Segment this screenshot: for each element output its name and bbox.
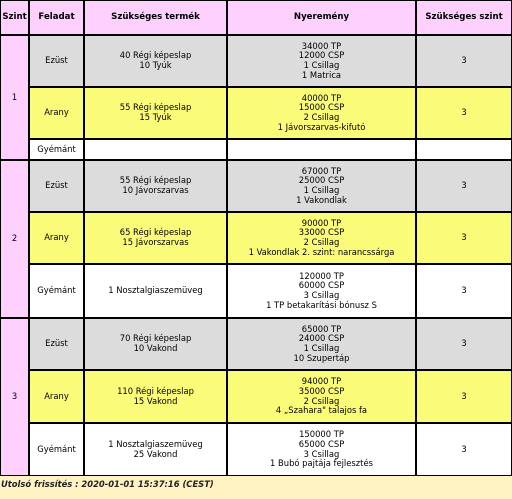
reward-cell-line: 60000 CSP <box>298 280 345 291</box>
task-cell: Arany <box>29 370 84 423</box>
header-feladat: Feladat <box>29 0 84 35</box>
required-product-cell-line: 10 Vakond <box>133 343 178 353</box>
reward-cell-line: 1 Csillag <box>303 60 340 70</box>
required-product-cell <box>84 212 227 264</box>
task-cell: Gyémánt <box>29 264 84 318</box>
table-row <box>0 370 512 423</box>
reward-cell <box>227 423 416 476</box>
required-product-cell <box>84 160 227 212</box>
task-cell: Gyémánt <box>29 139 84 160</box>
reward-cell-line: 65000 TP <box>301 323 342 334</box>
task-cell: Arany <box>29 87 84 139</box>
reward-cell-line: 1 TP betakarítási bónusz S <box>266 299 377 310</box>
required-level-cell <box>416 139 512 160</box>
reward-cell-line: 10 Szupertáp <box>293 352 350 363</box>
required-product-cell <box>84 370 227 423</box>
reward-cell-line: 1 Vakondlak 2. szint: narancssárga <box>248 246 395 257</box>
task-cell: Ezüst <box>29 160 84 212</box>
table-row <box>0 160 512 212</box>
reward-cell-line: 15000 CSP <box>298 102 345 113</box>
reward-cell-line: 12000 CSP <box>298 50 345 61</box>
required-level-cell: 3 <box>416 35 512 87</box>
table-row <box>0 264 512 318</box>
reward-cell-line: 35000 CSP <box>298 385 345 396</box>
reward-cell-line: 1 Matrica <box>301 69 342 80</box>
last-updated: Utolsó frissítés : 2020-01-01 15:37:16 (CEST) <box>1 479 214 489</box>
table-row <box>0 139 512 160</box>
reward-cell-line: 1 Csillag <box>303 185 340 195</box>
required-product-cell <box>84 264 227 318</box>
required-product-cell-line: 40 Régi képeslap <box>119 50 192 61</box>
task-cell: Ezüst <box>29 35 84 87</box>
task-cell: Arany <box>29 212 84 264</box>
reward-cell-line: 1 Csillag <box>303 343 340 353</box>
required-product-cell-line: 55 Régi képeslap <box>119 102 192 113</box>
reward-cell-line: 150000 TP <box>299 429 344 440</box>
required-product-cell-line: 1 Nosztalgiaszemüveg <box>108 438 203 449</box>
required-level-cell: 3 <box>416 212 512 264</box>
reward-cell <box>227 160 416 212</box>
task-cell: Gyémánt <box>29 423 84 476</box>
header-nyeremeny: Nyeremény <box>227 0 416 35</box>
level-cell: 3 <box>0 318 29 476</box>
reward-cell <box>227 212 416 264</box>
required-product-cell <box>84 318 227 370</box>
reward-cell <box>227 87 416 139</box>
table-row <box>0 35 512 87</box>
reward-cell-line: 40000 TP <box>301 92 342 103</box>
task-cell: Ezüst <box>29 318 84 370</box>
table-row <box>0 318 512 370</box>
required-product-cell-line: 1 Nosztalgiaszemüveg <box>108 285 203 296</box>
reward-cell-line: 34000 TP <box>301 40 342 51</box>
table-body <box>0 35 512 476</box>
table-row <box>0 212 512 264</box>
required-product-cell-line: 25 Vakond <box>133 448 178 459</box>
reward-cell-line: 94000 TP <box>301 376 342 387</box>
reward-cell-line: 67000 TP <box>301 165 342 176</box>
reward-cell <box>227 370 416 423</box>
reward-cell <box>227 35 416 87</box>
reward-cell-line: 25000 CSP <box>298 175 345 186</box>
header-termek: Szükséges termék <box>84 0 227 35</box>
required-level-cell: 3 <box>416 318 512 370</box>
required-product-cell-line: 70 Régi képeslap <box>119 333 192 344</box>
reward-cell <box>227 139 416 160</box>
required-level-cell: 3 <box>416 423 512 476</box>
required-product-cell <box>84 35 227 87</box>
required-product-cell-line: 15 Jávorszarvas <box>122 237 189 247</box>
required-level-cell: 3 <box>416 87 512 139</box>
reward-cell-line: 33000 CSP <box>298 227 345 238</box>
reward-cell-line: 120000 TP <box>299 270 344 281</box>
required-product-cell-line: 10 Tyúk <box>139 60 172 70</box>
required-level-cell: 3 <box>416 264 512 318</box>
required-product-cell-line: 65 Régi képeslap <box>119 227 192 238</box>
reward-cell-line: 24000 CSP <box>298 333 345 344</box>
required-level-cell: 3 <box>416 160 512 212</box>
required-level-cell: 3 <box>416 370 512 423</box>
reward-cell-line: 2 Csillag <box>303 112 340 122</box>
required-product-cell <box>84 87 227 139</box>
reward-cell-line: 1 Vakondlak <box>296 194 347 205</box>
reward-cell-line: 2 Csillag <box>303 237 340 247</box>
table-row <box>0 87 512 139</box>
reward-cell-line: 1 Jávorszarvas-kifutó <box>277 121 366 132</box>
level-cell: 1 <box>0 35 29 160</box>
reward-cell-line: 2 Csillag <box>303 395 340 406</box>
reward-cell-line: 3 Csillag <box>303 448 340 459</box>
reward-cell-line: 1 Bubó pajtája fejlesztés <box>270 458 373 469</box>
reward-cell-line: 4 „Szahara" talajos fa <box>275 405 368 416</box>
reward-cell <box>227 264 416 318</box>
reward-cell-line: 90000 TP <box>301 217 342 228</box>
reward-cell <box>227 318 416 370</box>
header-szukseges-szint: Szükséges szint <box>416 0 512 35</box>
required-product-cell-line: 15 Vakond <box>133 395 178 406</box>
required-product-cell-line: 10 Jávorszarvas <box>122 185 189 195</box>
reward-cell-line: 3 Csillag <box>303 290 340 300</box>
reward-cell-line: 65000 CSP <box>298 438 345 449</box>
required-product-cell-line: 55 Régi képeslap <box>119 175 192 186</box>
required-product-cell <box>84 139 227 160</box>
required-product-cell-line: 110 Régi képeslap <box>117 385 194 396</box>
header-row <box>0 0 512 35</box>
header-szint: Szint <box>0 0 29 35</box>
table-row <box>0 423 512 476</box>
required-product-cell <box>84 423 227 476</box>
level-cell: 2 <box>0 160 29 318</box>
required-product-cell-line: 15 Tyúk <box>139 112 172 122</box>
